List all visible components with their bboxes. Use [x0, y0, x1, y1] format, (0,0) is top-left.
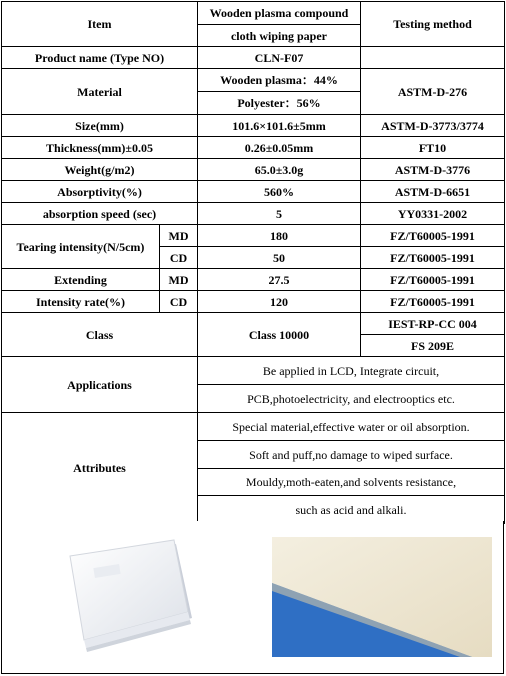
product-name-value: CLN-F07 — [198, 47, 361, 69]
product-photos — [1, 521, 504, 674]
applications-label: Applications — [2, 357, 198, 413]
header-product-line2: cloth wiping paper — [198, 25, 361, 47]
absorption-speed-label: absorption speed (sec) — [2, 203, 198, 225]
wiper-stack-photo — [64, 538, 198, 656]
tearing-md-dir: MD — [160, 225, 198, 247]
size-label: Size(mm) — [2, 115, 198, 137]
weight-method: ASTM-D-3776 — [361, 159, 505, 181]
material-method: ASTM-D-276 — [361, 69, 505, 115]
absorptivity-label: Absorptivity(%) — [2, 181, 198, 203]
header-item: Item — [2, 2, 198, 47]
size-method: ASTM-D-3773/3774 — [361, 115, 505, 137]
tearing-cd-value: 50 — [198, 247, 361, 269]
material-value-polyester: Polyester：56% — [198, 92, 361, 115]
intensity-rate-value: 120 — [198, 291, 361, 313]
extending-dir: MD — [160, 269, 198, 291]
attributes-line3: Mouldy,moth-eaten,and solvents resistance, — [198, 469, 505, 496]
material-label: Material — [2, 69, 198, 115]
thickness-method: FT10 — [361, 137, 505, 159]
tearing-cd-method: FZ/T60005-1991 — [361, 247, 505, 269]
tearing-cd-dir: CD — [160, 247, 198, 269]
absorption-speed-method: YY0331-2002 — [361, 203, 505, 225]
product-name-label: Product name (Type NO) — [2, 47, 198, 69]
weight-value: 65.0±3.0g — [198, 159, 361, 181]
tearing-md-value: 180 — [198, 225, 361, 247]
attributes-line1: Special material,effective water or oil absorption. — [198, 413, 505, 441]
product-name-method — [361, 47, 505, 69]
header-testing-method: Testing method — [361, 2, 505, 47]
material-value-wood: Wooden plasma：44% — [198, 69, 361, 92]
intensity-rate-label: Intensity rate(%) — [2, 291, 160, 313]
fabric-closeup-photo — [272, 537, 492, 657]
absorptivity-method: ASTM-D-6651 — [361, 181, 505, 203]
header-product-line1: Wooden plasma compound — [198, 2, 361, 25]
attributes-line4: such as acid and alkali. — [198, 496, 505, 524]
intensity-rate-dir: CD — [160, 291, 198, 313]
class-method-iest: IEST-RP-CC 004 — [361, 313, 505, 335]
extending-method: FZ/T60005-1991 — [361, 269, 505, 291]
applications-line2: PCB,photoelectricity, and electrooptics etc. — [198, 385, 505, 413]
attributes-label: Attributes — [2, 413, 198, 524]
thickness-label: Thickness(mm)±0.05 — [2, 137, 198, 159]
weight-label: Weight(g/m2) — [2, 159, 198, 181]
class-value: Class 10000 — [198, 313, 361, 357]
absorptivity-value: 560% — [198, 181, 361, 203]
extending-value: 27.5 — [198, 269, 361, 291]
intensity-rate-method: FZ/T60005-1991 — [361, 291, 505, 313]
class-method-fs: FS 209E — [361, 335, 505, 357]
applications-line1: Be applied in LCD, Integrate circuit, — [198, 357, 505, 385]
class-label: Class — [2, 313, 198, 357]
tearing-md-method: FZ/T60005-1991 — [361, 225, 505, 247]
absorption-speed-value: 5 — [198, 203, 361, 225]
extending-label: Extending — [2, 269, 160, 291]
spec-table — [1, 1, 505, 524]
attributes-line2: Soft and puff,no damage to wiped surface. — [198, 441, 505, 469]
size-value: 101.6×101.6±5mm — [198, 115, 361, 137]
tearing-label: Tearing intensity(N/5cm) — [2, 225, 160, 269]
thickness-value: 0.26±0.05mm — [198, 137, 361, 159]
